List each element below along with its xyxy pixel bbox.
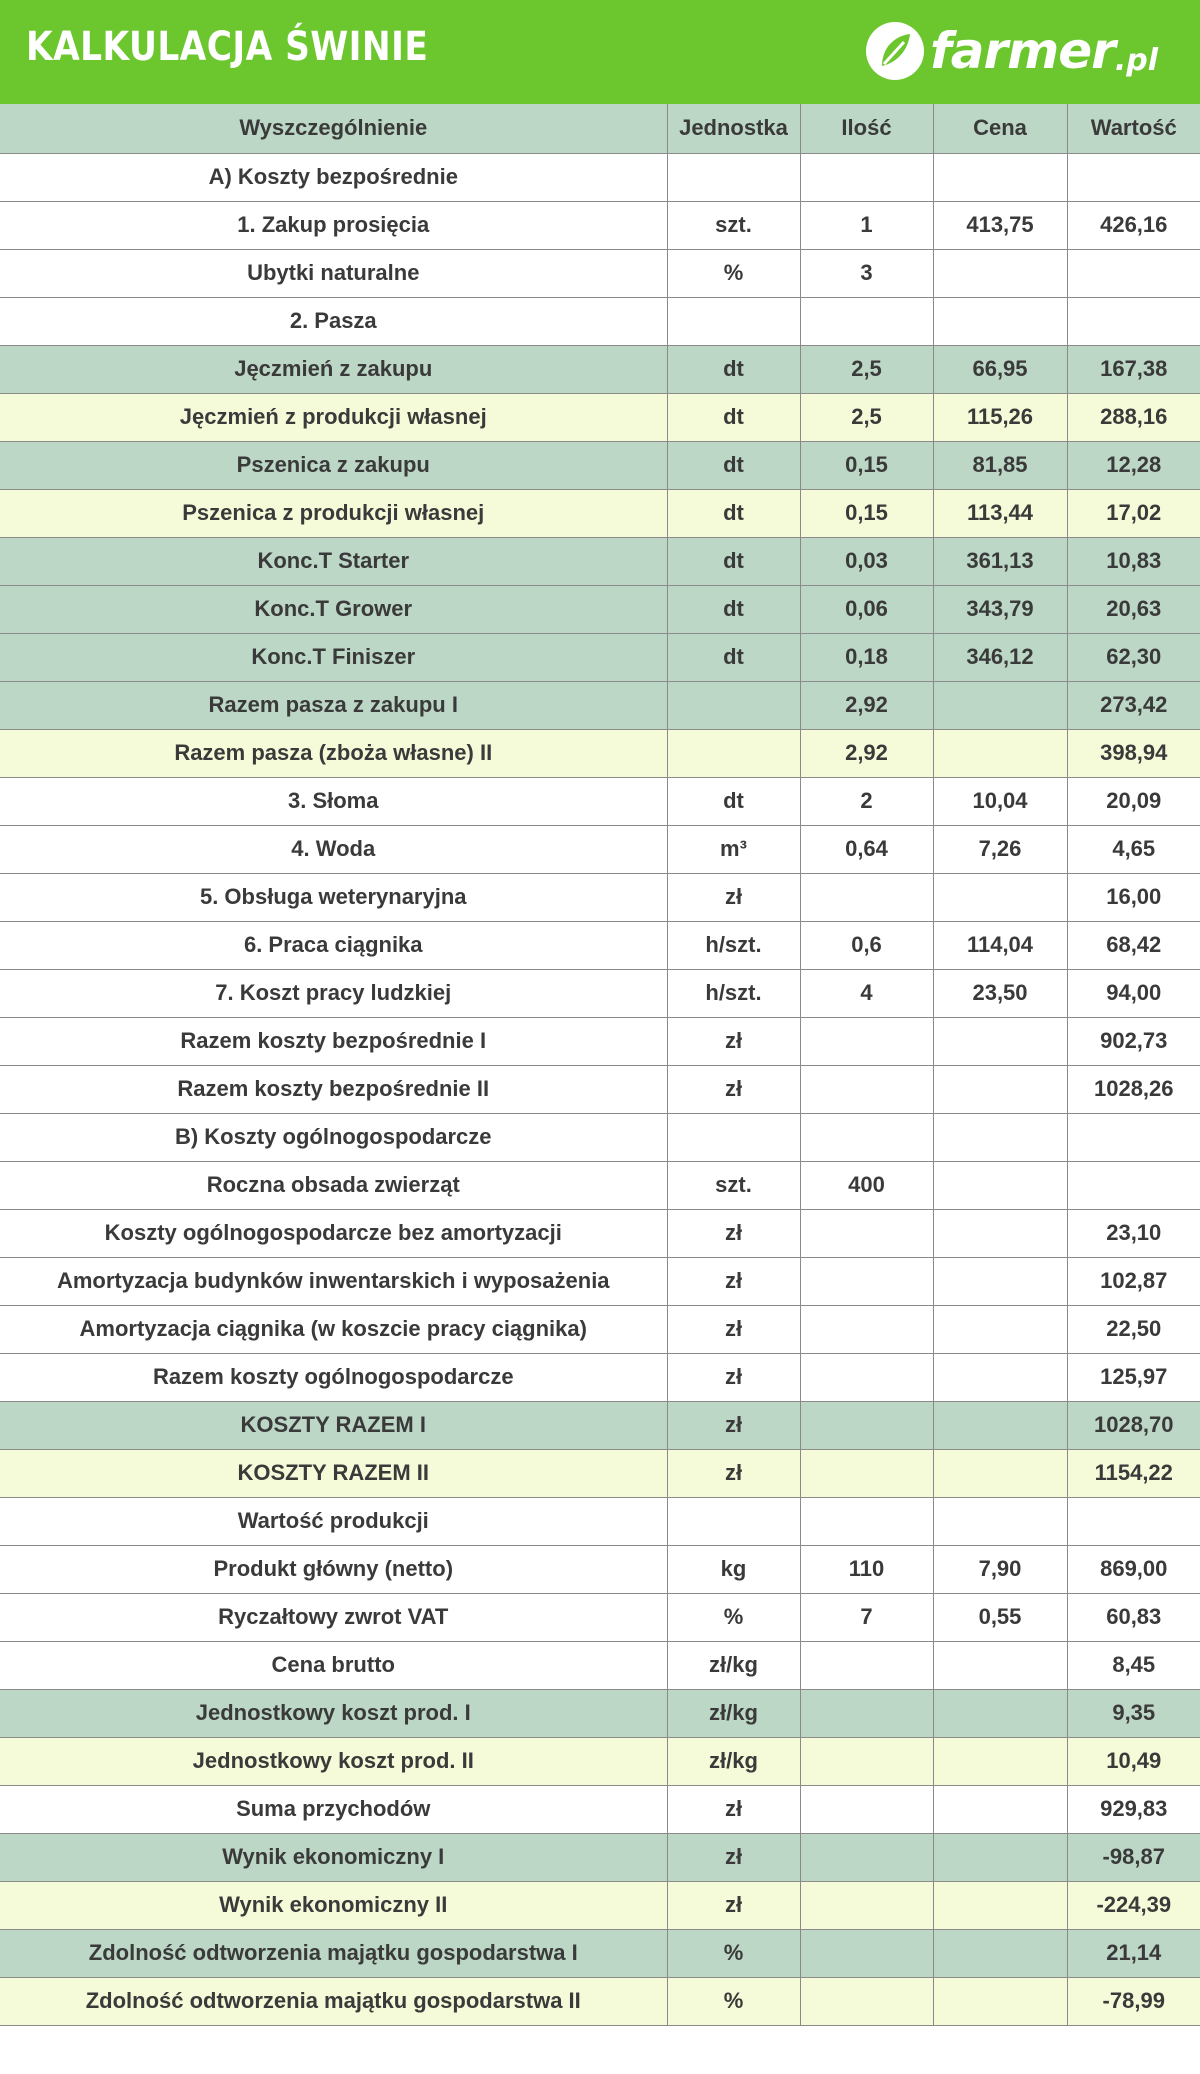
cell-quantity — [800, 1977, 933, 2025]
table-row — [0, 441, 1200, 489]
logo-word: farmer — [930, 22, 1115, 80]
cell-price — [933, 729, 1067, 777]
cell-price — [933, 1737, 1067, 1785]
cell-quantity: 0,03 — [800, 537, 933, 585]
cell-price: 114,04 — [933, 921, 1067, 969]
cell-price — [933, 873, 1067, 921]
cell-name: Konc.T Grower — [0, 585, 667, 633]
cell-unit: kg — [667, 1545, 800, 1593]
table-row — [0, 201, 1200, 249]
cell-value — [1067, 153, 1200, 201]
cell-value: 273,42 — [1067, 681, 1200, 729]
cell-value: 23,10 — [1067, 1209, 1200, 1257]
cell-name: Razem pasza (zboża własne) II — [0, 729, 667, 777]
cell-name: Razem pasza z zakupu I — [0, 681, 667, 729]
cell-name: Jęczmień z produkcji własnej — [0, 393, 667, 441]
cell-name: Koszty ogólnogospodarcze bez amortyzacji — [0, 1209, 667, 1257]
cell-quantity — [800, 873, 933, 921]
cell-quantity: 0,15 — [800, 489, 933, 537]
table-row — [0, 249, 1200, 297]
cell-unit — [667, 681, 800, 729]
cell-price — [933, 1785, 1067, 1833]
cell-unit: zł — [667, 1017, 800, 1065]
cell-value: 398,94 — [1067, 729, 1200, 777]
cell-value: 20,63 — [1067, 585, 1200, 633]
cell-name: Produkt główny (netto) — [0, 1545, 667, 1593]
cell-unit: % — [667, 1593, 800, 1641]
cell-unit: h/szt. — [667, 921, 800, 969]
table-row — [0, 633, 1200, 681]
cell-quantity — [800, 1305, 933, 1353]
cell-quantity — [800, 1737, 933, 1785]
cell-name: Konc.T Finiszer — [0, 633, 667, 681]
cell-unit — [667, 153, 800, 201]
cell-quantity — [800, 1209, 933, 1257]
cell-unit: zł/kg — [667, 1737, 800, 1785]
cell-quantity — [800, 1641, 933, 1689]
cell-price: 0,55 — [933, 1593, 1067, 1641]
cell-name: 6. Praca ciągnika — [0, 921, 667, 969]
cell-price — [933, 1065, 1067, 1113]
cell-price: 81,85 — [933, 441, 1067, 489]
cell-quantity — [800, 1497, 933, 1545]
cell-price — [933, 1209, 1067, 1257]
cell-value: 125,97 — [1067, 1353, 1200, 1401]
cell-value: 929,83 — [1067, 1785, 1200, 1833]
cell-value — [1067, 297, 1200, 345]
cell-price — [933, 1161, 1067, 1209]
table-row — [0, 825, 1200, 873]
table-row — [0, 1977, 1200, 2025]
cell-name: KOSZTY RAZEM I — [0, 1401, 667, 1449]
cell-value: 68,42 — [1067, 921, 1200, 969]
cell-price: 66,95 — [933, 345, 1067, 393]
cell-value: 10,83 — [1067, 537, 1200, 585]
cell-name: A) Koszty bezpośrednie — [0, 153, 667, 201]
column-header-price: Cena — [933, 104, 1067, 153]
cell-quantity: 2,5 — [800, 345, 933, 393]
table-row — [0, 1161, 1200, 1209]
table-row — [0, 393, 1200, 441]
cell-unit: % — [667, 1929, 800, 1977]
cell-unit: h/szt. — [667, 969, 800, 1017]
cell-quantity — [800, 1449, 933, 1497]
column-header-value: Wartość — [1067, 104, 1200, 153]
cell-unit: zł — [667, 1257, 800, 1305]
cell-price — [933, 1833, 1067, 1881]
cell-quantity: 0,06 — [800, 585, 933, 633]
cell-name: Wynik ekonomiczny I — [0, 1833, 667, 1881]
cell-quantity — [800, 1017, 933, 1065]
table-row — [0, 777, 1200, 825]
cell-value: 62,30 — [1067, 633, 1200, 681]
cell-price — [933, 1449, 1067, 1497]
table-row — [0, 1401, 1200, 1449]
cell-price: 7,90 — [933, 1545, 1067, 1593]
cell-quantity: 0,64 — [800, 825, 933, 873]
leaf-logo-icon — [864, 20, 926, 82]
table-row — [0, 1881, 1200, 1929]
table-row — [0, 729, 1200, 777]
table-row — [0, 1497, 1200, 1545]
cell-value — [1067, 1113, 1200, 1161]
cell-value: 4,65 — [1067, 825, 1200, 873]
cell-quantity — [800, 1065, 933, 1113]
cell-value: 12,28 — [1067, 441, 1200, 489]
cell-quantity — [800, 1881, 933, 1929]
table-row — [0, 585, 1200, 633]
cell-value: 426,16 — [1067, 201, 1200, 249]
cell-name: Amortyzacja ciągnika (w koszcie pracy ciągnika) — [0, 1305, 667, 1353]
table-row — [0, 1017, 1200, 1065]
cell-name: 2. Pasza — [0, 297, 667, 345]
cell-unit: dt — [667, 633, 800, 681]
cell-price — [933, 153, 1067, 201]
cell-unit: zł — [667, 873, 800, 921]
cell-price — [933, 1017, 1067, 1065]
cell-unit: zł — [667, 1065, 800, 1113]
page-title: KALKULACJA ŚWINIE — [26, 24, 429, 70]
cell-quantity — [800, 1929, 933, 1977]
cell-price: 23,50 — [933, 969, 1067, 1017]
cell-value: -78,99 — [1067, 1977, 1200, 2025]
table-row — [0, 1449, 1200, 1497]
cell-quantity: 110 — [800, 1545, 933, 1593]
cell-quantity: 3 — [800, 249, 933, 297]
table-row — [0, 1209, 1200, 1257]
table-row — [0, 873, 1200, 921]
cell-quantity: 7 — [800, 1593, 933, 1641]
table-row — [0, 1113, 1200, 1161]
cell-value: 17,02 — [1067, 489, 1200, 537]
cell-value: 8,45 — [1067, 1641, 1200, 1689]
cell-name: 5. Obsługa weterynaryjna — [0, 873, 667, 921]
farmer-logo — [864, 20, 1158, 82]
cell-name: Razem koszty bezpośrednie II — [0, 1065, 667, 1113]
cell-unit: zł — [667, 1785, 800, 1833]
cell-quantity: 400 — [800, 1161, 933, 1209]
cell-quantity: 0,18 — [800, 633, 933, 681]
cell-unit: zł — [667, 1449, 800, 1497]
cell-value: 1028,26 — [1067, 1065, 1200, 1113]
table-row — [0, 1257, 1200, 1305]
cell-unit: zł — [667, 1833, 800, 1881]
cell-quantity — [800, 1833, 933, 1881]
cell-quantity — [800, 1401, 933, 1449]
cell-unit — [667, 729, 800, 777]
table-row — [0, 489, 1200, 537]
cell-price: 113,44 — [933, 489, 1067, 537]
cell-price — [933, 1689, 1067, 1737]
table-row — [0, 1593, 1200, 1641]
cell-quantity: 2 — [800, 777, 933, 825]
page-header — [0, 0, 1200, 104]
cell-quantity — [800, 1257, 933, 1305]
cell-name: Amortyzacja budynków inwentarskich i wyposażenia — [0, 1257, 667, 1305]
cell-unit: dt — [667, 777, 800, 825]
cell-price: 346,12 — [933, 633, 1067, 681]
cell-price — [933, 1113, 1067, 1161]
cell-unit: dt — [667, 489, 800, 537]
table-row — [0, 1305, 1200, 1353]
column-header-quantity: Ilość — [800, 104, 933, 153]
cell-price — [933, 1257, 1067, 1305]
calculation-table — [0, 104, 1200, 2026]
cell-unit: zł — [667, 1401, 800, 1449]
cell-value: 288,16 — [1067, 393, 1200, 441]
column-header-unit: Jednostka — [667, 104, 800, 153]
cell-unit: dt — [667, 537, 800, 585]
cell-value — [1067, 1497, 1200, 1545]
cell-value: 9,35 — [1067, 1689, 1200, 1737]
cell-quantity: 2,92 — [800, 681, 933, 729]
cell-value: 21,14 — [1067, 1929, 1200, 1977]
cell-quantity: 2,92 — [800, 729, 933, 777]
cell-price: 343,79 — [933, 585, 1067, 633]
cell-quantity: 4 — [800, 969, 933, 1017]
cell-unit: zł/kg — [667, 1689, 800, 1737]
cell-value: 869,00 — [1067, 1545, 1200, 1593]
cell-value: 1028,70 — [1067, 1401, 1200, 1449]
cell-name: Wartość produkcji — [0, 1497, 667, 1545]
table-row — [0, 537, 1200, 585]
cell-price — [933, 249, 1067, 297]
cell-unit: % — [667, 1977, 800, 2025]
cell-name: Ryczałtowy zwrot VAT — [0, 1593, 667, 1641]
table-row — [0, 681, 1200, 729]
cell-unit: zł — [667, 1881, 800, 1929]
cell-name: Zdolność odtworzenia majątku gospodarstwa I — [0, 1929, 667, 1977]
cell-value: 167,38 — [1067, 345, 1200, 393]
cell-unit: zł — [667, 1209, 800, 1257]
cell-value: 10,49 — [1067, 1737, 1200, 1785]
cell-name: KOSZTY RAZEM II — [0, 1449, 667, 1497]
table-row — [0, 1641, 1200, 1689]
cell-quantity — [800, 1113, 933, 1161]
cell-value: 102,87 — [1067, 1257, 1200, 1305]
cell-name: 1. Zakup prosięcia — [0, 201, 667, 249]
cell-value: -98,87 — [1067, 1833, 1200, 1881]
cell-price — [933, 1305, 1067, 1353]
cell-unit: m³ — [667, 825, 800, 873]
cell-unit: szt. — [667, 201, 800, 249]
cell-unit: szt. — [667, 1161, 800, 1209]
table-row — [0, 1689, 1200, 1737]
table-row — [0, 1545, 1200, 1593]
cell-name: Roczna obsada zwierząt — [0, 1161, 667, 1209]
cell-price — [933, 1401, 1067, 1449]
table-row — [0, 345, 1200, 393]
cell-value: 16,00 — [1067, 873, 1200, 921]
cell-quantity — [800, 1785, 933, 1833]
cell-price: 413,75 — [933, 201, 1067, 249]
cell-quantity — [800, 1353, 933, 1401]
cell-value — [1067, 249, 1200, 297]
table-row — [0, 1929, 1200, 1977]
cell-name: Suma przychodów — [0, 1785, 667, 1833]
cell-price — [933, 1641, 1067, 1689]
table-row — [0, 1785, 1200, 1833]
cell-name: Ubytki naturalne — [0, 249, 667, 297]
cell-unit — [667, 297, 800, 345]
cell-unit: zł/kg — [667, 1641, 800, 1689]
cell-unit: dt — [667, 441, 800, 489]
table-body — [0, 153, 1200, 2025]
cell-price: 115,26 — [933, 393, 1067, 441]
cell-name: 7. Koszt pracy ludzkiej — [0, 969, 667, 1017]
table-header-row — [0, 104, 1200, 153]
cell-name: Jednostkowy koszt prod. I — [0, 1689, 667, 1737]
table-row — [0, 969, 1200, 1017]
cell-unit: zł — [667, 1305, 800, 1353]
table-row — [0, 1353, 1200, 1401]
cell-quantity — [800, 1689, 933, 1737]
cell-value — [1067, 1161, 1200, 1209]
cell-unit: dt — [667, 393, 800, 441]
table-row — [0, 1065, 1200, 1113]
cell-value: 94,00 — [1067, 969, 1200, 1017]
table-row — [0, 153, 1200, 201]
cell-name: 4. Woda — [0, 825, 667, 873]
cell-unit: dt — [667, 585, 800, 633]
cell-unit: % — [667, 249, 800, 297]
cell-price — [933, 1497, 1067, 1545]
cell-name: Zdolność odtworzenia majątku gospodarstwa II — [0, 1977, 667, 2025]
cell-price — [933, 297, 1067, 345]
cell-name: Pszenica z zakupu — [0, 441, 667, 489]
cell-name: Konc.T Starter — [0, 537, 667, 585]
cell-name: Cena brutto — [0, 1641, 667, 1689]
cell-name: Razem koszty ogólnogospodarcze — [0, 1353, 667, 1401]
cell-value: 60,83 — [1067, 1593, 1200, 1641]
cell-quantity — [800, 297, 933, 345]
cell-unit: zł — [667, 1353, 800, 1401]
cell-quantity: 0,6 — [800, 921, 933, 969]
cell-quantity: 0,15 — [800, 441, 933, 489]
cell-name: B) Koszty ogólnogospodarcze — [0, 1113, 667, 1161]
cell-quantity: 1 — [800, 201, 933, 249]
table-row — [0, 1833, 1200, 1881]
cell-price — [933, 1881, 1067, 1929]
cell-value: 902,73 — [1067, 1017, 1200, 1065]
cell-price — [933, 1977, 1067, 2025]
cell-quantity — [800, 153, 933, 201]
cell-price: 7,26 — [933, 825, 1067, 873]
cell-unit — [667, 1113, 800, 1161]
cell-value: 22,50 — [1067, 1305, 1200, 1353]
cell-value: 1154,22 — [1067, 1449, 1200, 1497]
cell-name: Wynik ekonomiczny II — [0, 1881, 667, 1929]
cell-price: 10,04 — [933, 777, 1067, 825]
cell-unit: dt — [667, 345, 800, 393]
cell-price — [933, 1353, 1067, 1401]
cell-name: 3. Słoma — [0, 777, 667, 825]
cell-price: 361,13 — [933, 537, 1067, 585]
table-row — [0, 921, 1200, 969]
cell-value: 20,09 — [1067, 777, 1200, 825]
cell-price — [933, 681, 1067, 729]
cell-price — [933, 1929, 1067, 1977]
logo-tld: .pl — [1114, 43, 1158, 78]
cell-unit — [667, 1497, 800, 1545]
cell-quantity: 2,5 — [800, 393, 933, 441]
column-header-name: Wyszczególnienie — [0, 104, 667, 153]
table-row — [0, 297, 1200, 345]
cell-name: Jednostkowy koszt prod. II — [0, 1737, 667, 1785]
cell-name: Jęczmień z zakupu — [0, 345, 667, 393]
cell-name: Pszenica z produkcji własnej — [0, 489, 667, 537]
table-row — [0, 1737, 1200, 1785]
cell-name: Razem koszty bezpośrednie I — [0, 1017, 667, 1065]
cell-value: -224,39 — [1067, 1881, 1200, 1929]
